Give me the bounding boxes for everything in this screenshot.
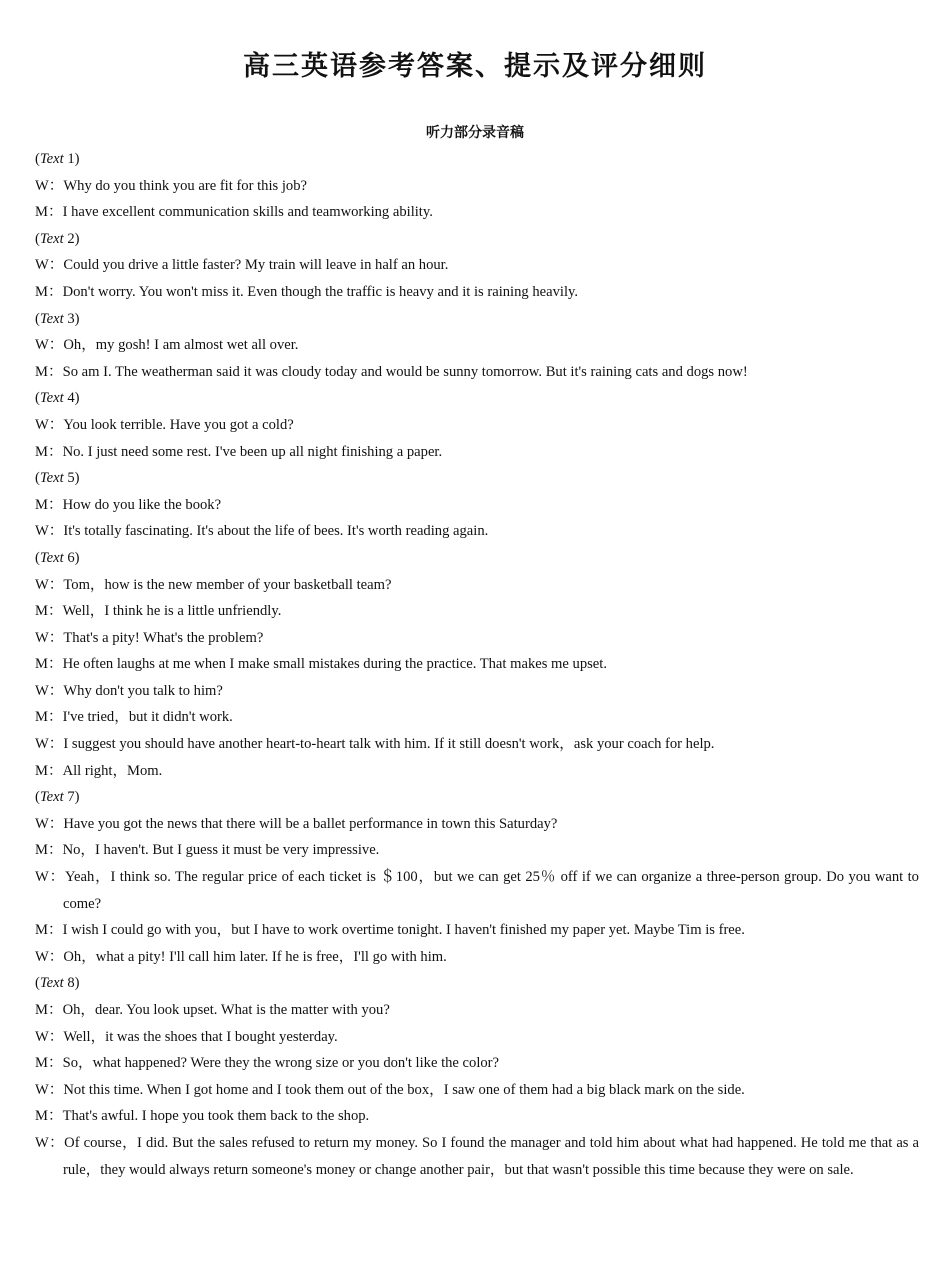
label-open: ( bbox=[35, 470, 40, 487]
label-word: Text bbox=[39, 549, 64, 566]
dialogue-line bbox=[35, 625, 919, 652]
dialogue-text: How do you like the book? bbox=[62, 496, 222, 513]
dialogue-line bbox=[35, 944, 919, 971]
dialogue-line bbox=[35, 252, 919, 279]
dialogue-text: I have excellent communication skills and teamworking ability. bbox=[62, 204, 433, 221]
label-number: 1) bbox=[63, 151, 80, 167]
label-number: 8) bbox=[63, 975, 80, 992]
speaker-label: W： bbox=[35, 523, 64, 540]
dialogue-text: Well，it was the shoes that I bought yesterday. bbox=[63, 1028, 338, 1045]
dialogue-line bbox=[35, 439, 919, 466]
dialogue-text: You look terrible. Have you got a cold? bbox=[63, 416, 294, 433]
speaker-label: W： bbox=[35, 1081, 64, 1098]
label-open: ( bbox=[35, 789, 40, 806]
dialogue-line bbox=[35, 279, 919, 306]
label-open: ( bbox=[35, 310, 40, 327]
label-word: Text bbox=[39, 975, 64, 992]
speaker-label: W： bbox=[35, 1134, 65, 1151]
dialogue-text: Of course，I did. But the sales refused to return my money. So I found the manager and told him about what had happened. He told me that as a rule，they would always return someone's money or change another pair，but that wasn't possible this time because they were on sale. bbox=[63, 1134, 920, 1178]
speaker-label: M： bbox=[35, 363, 63, 380]
text-number-label bbox=[35, 465, 919, 492]
speaker-label: W： bbox=[35, 1028, 64, 1045]
label-open: ( bbox=[35, 230, 40, 247]
dialogue-text: Why do you think you are fit for this job? bbox=[63, 177, 307, 194]
label-open: ( bbox=[35, 390, 40, 407]
page-title: 高三英语参考答案、提示及评分细则 bbox=[243, 51, 707, 82]
label-number: 2) bbox=[63, 230, 80, 247]
speaker-label: W： bbox=[35, 869, 65, 886]
speaker-label: M： bbox=[35, 709, 63, 726]
text-number-label bbox=[35, 970, 919, 997]
dialogue-line bbox=[35, 731, 919, 758]
dialogue-line bbox=[35, 1050, 919, 1077]
dialogue-line bbox=[35, 199, 919, 226]
dialogue-line bbox=[35, 837, 919, 864]
speaker-label: M： bbox=[35, 1055, 63, 1072]
dialogue-line bbox=[35, 917, 919, 944]
dialogue-line bbox=[35, 997, 919, 1024]
dialogue-line bbox=[35, 1103, 919, 1130]
speaker-label: W： bbox=[35, 177, 64, 194]
speaker-label: W： bbox=[35, 576, 64, 593]
dialogue-line bbox=[35, 518, 919, 545]
speaker-label: W： bbox=[35, 257, 64, 274]
text-number-label bbox=[35, 385, 919, 412]
speaker-label: W： bbox=[35, 736, 64, 753]
dialogue-text: So，what happened? Were they the wrong size or you don't like the color? bbox=[62, 1055, 500, 1072]
dialogue-line bbox=[35, 864, 919, 917]
dialogue-text: Why don't you talk to him? bbox=[63, 682, 223, 699]
dialogue-line bbox=[35, 678, 919, 705]
label-number: 4) bbox=[63, 390, 80, 407]
dialogue-text: Could you drive a little faster? My train will leave in half an hour. bbox=[63, 257, 449, 274]
speaker-label: M： bbox=[35, 443, 63, 460]
speaker-label: M： bbox=[35, 496, 63, 513]
dialogue-text: So am I. The weatherman said it was cloudy today and would be sunny tomorrow. But it's raining cats and dogs now! bbox=[62, 363, 748, 380]
dialogue-text: I wish I could go with you，but I have to work overtime tonight. I haven't finished my paper yet. Maybe Tim is free. bbox=[62, 922, 745, 939]
dialogue-text: I suggest you should have another heart-to-heart talk with him. If it still doesn't work，ask your coach for help. bbox=[63, 736, 715, 753]
section-subtitle: 听力部分录音稿 bbox=[426, 125, 524, 141]
dialogue-text: All right，Mom. bbox=[62, 762, 163, 779]
dialogue-text: That's awful. I hope you took them back to the shop. bbox=[62, 1108, 370, 1125]
speaker-label: W： bbox=[35, 815, 64, 832]
dialogue-text: It's totally fascinating. It's about the life of bees. It's worth reading again. bbox=[63, 523, 489, 540]
speaker-label: W： bbox=[35, 416, 64, 433]
label-number: 7) bbox=[63, 789, 80, 806]
label-number: 6) bbox=[63, 549, 80, 566]
dialogue-text: He often laughs at me when I make small mistakes during the practice. That makes me upset. bbox=[62, 656, 607, 673]
speaker-label: W： bbox=[35, 948, 64, 965]
label-word: Text bbox=[39, 390, 64, 407]
dialogue-line bbox=[35, 1024, 919, 1051]
label-open: ( bbox=[35, 151, 40, 167]
speaker-label: W： bbox=[35, 629, 64, 646]
speaker-label: M： bbox=[35, 922, 63, 939]
speaker-label: W： bbox=[35, 337, 64, 354]
speaker-label: M： bbox=[35, 1002, 63, 1018]
dialogue-line bbox=[35, 332, 919, 359]
label-number: 5) bbox=[63, 470, 80, 487]
label-number: 3) bbox=[63, 310, 80, 327]
dialogue-line bbox=[35, 572, 919, 599]
dialogue-text: Oh，what a pity! I'll call him later. If he is free，I'll go with him. bbox=[63, 948, 447, 965]
speaker-label: M： bbox=[35, 204, 63, 221]
speaker-label: M： bbox=[35, 603, 63, 620]
dialogue-line bbox=[35, 412, 919, 439]
label-word: Text bbox=[39, 470, 64, 487]
dialogue-text: Tom，how is the new member of your basketball team? bbox=[63, 576, 392, 593]
speaker-label: M： bbox=[35, 656, 63, 673]
dialogue-text: Not this time. When I got home and I took them out of the box，I saw one of them had a big black mark on the side. bbox=[63, 1081, 745, 1098]
dialogue-line bbox=[35, 1077, 919, 1104]
dialogue-text: Well，I think he is a little unfriendly. bbox=[62, 603, 282, 620]
dialogue-line bbox=[35, 811, 919, 838]
dialogue-line bbox=[35, 758, 919, 785]
speaker-label: M： bbox=[35, 842, 63, 859]
label-word: Text bbox=[39, 230, 64, 247]
text-number-label bbox=[35, 226, 919, 253]
text-number-label bbox=[35, 146, 919, 173]
dialogue-text: No，I haven't. But I guess it must be very impressive. bbox=[62, 842, 380, 859]
text-number-label bbox=[35, 545, 919, 572]
speaker-label: M： bbox=[35, 762, 63, 779]
label-open: ( bbox=[35, 549, 40, 566]
dialogue-line bbox=[35, 1130, 919, 1183]
dialogue-text: No. I just need some rest. I've been up all night finishing a paper. bbox=[62, 443, 443, 460]
dialogue-line bbox=[35, 704, 919, 731]
dialogue-line bbox=[35, 598, 919, 625]
speaker-label: W： bbox=[35, 682, 64, 699]
dialogue-text: Oh，dear. You look upset. What is the matter with you? bbox=[62, 1002, 390, 1018]
dialogue-line bbox=[35, 651, 919, 678]
dialogue-text: I've tried，but it didn't work. bbox=[62, 709, 233, 726]
dialogue-text: Have you got the news that there will be a ballet performance in town this Saturday? bbox=[63, 815, 558, 832]
dialogue-text: Don't worry. You won't miss it. Even though the traffic is heavy and it is raining heavily. bbox=[62, 283, 579, 300]
dialogue-line bbox=[35, 173, 919, 200]
dialogue-line bbox=[35, 492, 919, 519]
text-number-label bbox=[35, 306, 919, 333]
label-word: Text bbox=[39, 151, 64, 167]
text-number-label bbox=[35, 784, 919, 811]
label-word: Text bbox=[39, 310, 64, 327]
speaker-label: M： bbox=[35, 1108, 63, 1125]
transcript bbox=[35, 146, 919, 1183]
dialogue-text: Yeah，I think so. The regular price of each ticket is ＄100，but we can get 25％ off if we can organize a three-person group. Do you want to come? bbox=[63, 869, 919, 912]
speaker-label: M： bbox=[35, 283, 63, 300]
label-word: Text bbox=[39, 789, 64, 806]
dialogue-line bbox=[35, 359, 919, 386]
dialogue-text: That's a pity! What's the problem? bbox=[63, 629, 264, 646]
label-open: ( bbox=[35, 975, 40, 992]
dialogue-text: Oh，my gosh! I am almost wet all over. bbox=[63, 337, 299, 354]
